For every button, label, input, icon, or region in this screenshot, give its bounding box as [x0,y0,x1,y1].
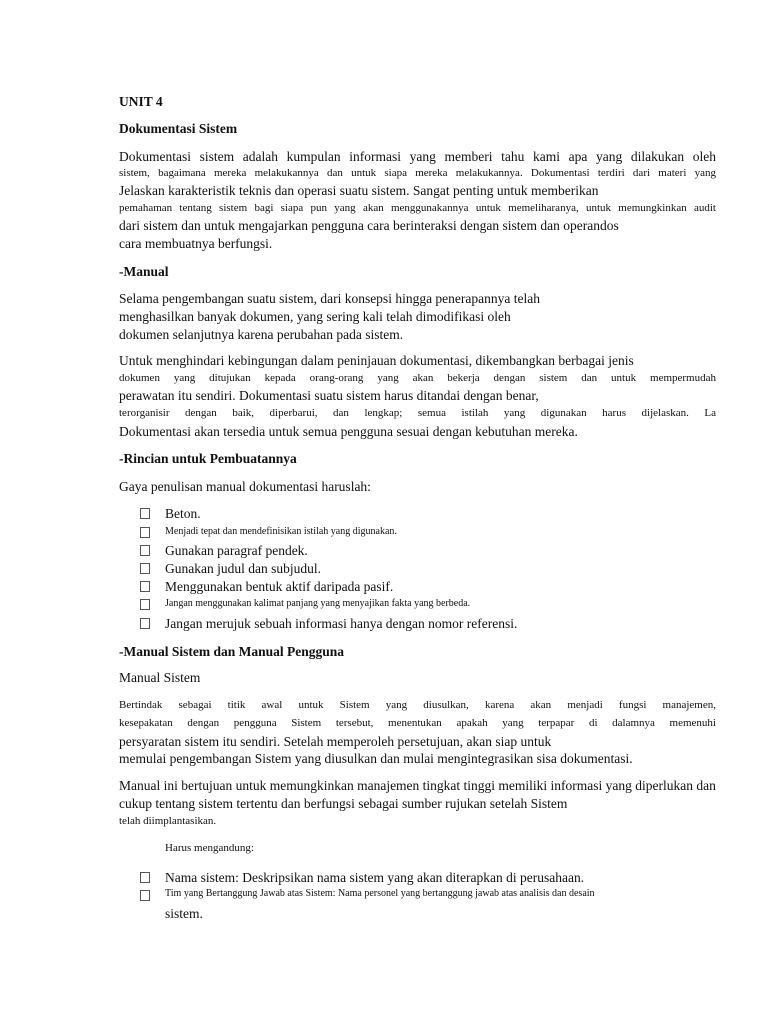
section-heading-manual: -Manual [119,264,169,279]
list-item: Gunakan paragraf pendek. [165,543,308,558]
contains-label: Harus mengandung: [165,842,254,854]
intro-line: Jelaskan karakteristik teknis dan operasi suatu sistem. Sangat penting untuk memberikan [119,183,599,198]
rincian-intro: Gaya penulisan manual dokumentasi haruslah: [119,479,371,494]
paragraph-line: perawatan itu sendiri. Dokumentasi suatu sistem harus ditandai dengan benar, [119,388,539,403]
intro-line: cara membuatnya berfungsi. [119,236,273,251]
paragraph-line: memulai pengembangan Sistem yang diusulkan dan mulai mengintegrasikan sisa dokumentasi. [119,751,633,766]
list-item: Tim yang Bertanggung Jawab atas Sistem: Nama personel yang bertanggung jawab atas analisis dan desain [165,888,595,899]
paragraph-line: persyaratan sistem itu sendiri. Setelah memperoleh persetujuan, akan siap untuk [119,734,552,749]
page-title: Dokumentasi Sistem [119,121,238,136]
intro-line: dari sistem dan untuk mengajarkan pengguna cara berinteraksi dengan sistem dan operandos [119,218,619,233]
paragraph-line: cukup tentang sistem tertentu dan berfungsi sebagai sumber rujukan setelah Sistem [119,796,568,811]
paragraph-line: Dokumentasi akan tersedia untuk semua pengguna sesuai dengan kebutuhan mereka. [119,424,578,439]
paragraph-line: dokumen selanjutnya karena perubahan pada sistem. [119,327,404,342]
paragraph-line: Bertindak sebagai titik awal untuk Sistem yang diusulkan, karena akan menjadi fungsi manajemen, [119,699,716,711]
list-item: Beton. [165,506,201,521]
list-item: Nama sistem: Deskripsikan nama sistem yang akan diterapkan di perusahaan. [165,870,585,885]
paragraph-line: Selama pengembangan suatu sistem, dari konsepsi hingga penerapannya telah [119,291,540,306]
intro-line: pemahaman tentang sistem bagi siapa pun yang akan menggunakannya untuk memeliharanya, untuk memungkinkan audit [119,202,716,214]
unit-label: UNIT 4 [119,94,163,109]
bullet-box-icon [140,599,150,610]
list-item: Jangan menggunakan kalimat panjang yang menyajikan fakta yang berbeda. [165,598,471,609]
bullet-box-icon [140,508,150,519]
list-item: Menggunakan bentuk aktif daripada pasif. [165,579,394,594]
bullet-box-icon [140,581,150,592]
subheading-manual-sistem: Manual Sistem [119,670,201,685]
paragraph-line: terorganisir dengan baik, diperbarui, dan lengkap; semua istilah yang digunakan harus dijelaskan. La [119,407,716,419]
section-heading-rincian: -Rincian untuk Pembuatannya [119,451,297,466]
bullet-box-icon [140,890,150,901]
paragraph-line: telah diimplantasikan. [119,815,217,827]
bullet-box-icon [140,545,150,556]
paragraph-line: kesepakatan dengan pengguna Sistem tersebut, menentukan apakah yang terpapar di dalamnya memenuhi [119,717,716,729]
section-heading-msmp: -Manual Sistem dan Manual Pengguna [119,644,345,659]
intro-line: Dokumentasi sistem adalah kumpulan informasi yang memberi tahu kami apa yang dilakukan oleh [119,149,716,164]
bullet-box-icon [140,563,150,574]
bullet-box-icon [140,618,150,629]
bullet-box-icon [140,872,150,883]
paragraph-line: Manual ini bertujuan untuk memungkinkan manajemen tingkat tinggi memiliki informasi yang diperlukan dan [119,778,716,793]
list-item: Menjadi tepat dan mendefinisikan istilah yang digunakan. [165,526,397,537]
intro-line: sistem, bagaimana mereka melakukannya dan untuk siapa mereka melakukannya. Dokumentasi terdiri dari materi yang [119,167,716,179]
paragraph-line: dokumen yang ditujukan kepada orang-orang yang akan bekerja dengan sistem dan untuk mempermudah [119,372,716,384]
list-item: Jangan merujuk sebuah informasi hanya dengan nomor referensi. [165,616,518,631]
list-item-continuation: sistem. [165,906,203,921]
paragraph-line: menghasilkan banyak dokumen, yang sering kali telah dimodifikasi oleh [119,309,511,324]
paragraph-line: Untuk menghindari kebingungan dalam peninjauan dokumentasi, dikembangkan berbagai jenis [119,353,634,368]
bullet-box-icon [140,527,150,538]
list-item: Gunakan judul dan subjudul. [165,561,321,576]
